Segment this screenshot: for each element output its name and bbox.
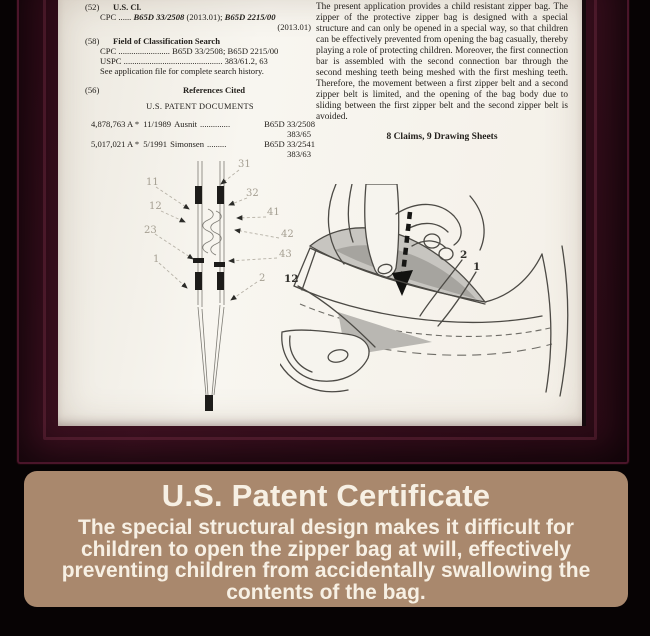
fig1-label-12: 12 — [149, 201, 162, 212]
fig2-label-12: 12 — [284, 273, 299, 285]
reference-subclass: 383/65 — [287, 129, 311, 139]
section-56-title: References Cited — [182, 85, 246, 95]
banner-title: U.S. Patent Certificate — [161, 478, 491, 513]
reference-row: 4,878,763 A * 11/1989 Ausnit .............. B65D 33/2508 — [91, 119, 315, 129]
section-56-number: (56) — [85, 85, 100, 95]
section-58-number: (58) — [85, 36, 100, 46]
caption-banner — [24, 471, 628, 607]
fig1-label-11: 11 — [146, 177, 159, 188]
section-52-number: (52) — [85, 2, 100, 12]
reference-subclass: 383/63 — [287, 149, 311, 159]
fig1-label-1: 1 — [153, 254, 160, 265]
fig1-label-43: 43 — [279, 249, 292, 260]
fig1-label-2: 2 — [259, 273, 266, 284]
search-uspc-line: USPC .............................................. 383/61.2, 63 — [100, 56, 268, 66]
abstract-text: The present application provides a child resistant zipper bag. The zipper of the protective zipper bag is designed with a special structure and can only be opened in a special way, so that children can be effectively prevented from opening the bag casually, thereby playing a role of protecting children. Moreover, the first connection bar is assembled with the second connection bar through the second meshing teeth being meshed with the first meshing teeth. Therefore, the movement between a first zipper belt and a second zipper belt is limited, and the opening of the bag body due to sliding between the first zipper belt and the second zipper belt is avoided. — [316, 2, 568, 122]
cpc-classification-cont: (2013.01) — [277, 22, 311, 32]
fig1-label-41: 41 — [267, 207, 280, 218]
section-52-title: U.S. Cl. — [113, 2, 142, 12]
cpc-classification-line: CPC ...... B65D 33/2508 (2013.01); B65D 2215/00 — [100, 12, 276, 22]
us-patent-documents-header: U.S. PATENT DOCUMENTS — [146, 102, 254, 111]
fig2-label-1: 1 — [473, 261, 481, 273]
banner-line: contents of the bag. — [226, 580, 426, 604]
search-cpc-line: CPC ........................ B65D 33/2508; B65D 2215/00 — [100, 46, 279, 56]
hand-opening-bag-figure — [280, 184, 570, 399]
reference-row: 5,017,021 A * 5/1991 Simonsen ......... B65D 33/2541 — [91, 139, 315, 149]
fig2-label-2: 2 — [460, 249, 468, 261]
fig1-label-42: 42 — [281, 229, 294, 240]
search-note-line: See application file for complete search history. — [100, 66, 264, 76]
claims-line: 8 Claims, 9 Drawing Sheets — [386, 132, 498, 142]
fig1-label-23: 23 — [144, 225, 157, 236]
section-58-title: Field of Classification Search — [113, 36, 221, 46]
banner-line: The special structural design makes it difficult for — [78, 516, 574, 539]
banner-body — [24, 517, 628, 603]
patent-right-column — [316, 2, 568, 143]
fig1-label-31: 31 — [238, 159, 251, 170]
patent-left-column — [85, 2, 315, 159]
banner-line: children to open the zipper bag at will, effectively — [80, 537, 572, 561]
banner-line: preventing children from accidentally swallowing the — [61, 559, 591, 582]
fig1-label-32: 32 — [246, 188, 259, 199]
patent-document — [58, 0, 586, 426]
